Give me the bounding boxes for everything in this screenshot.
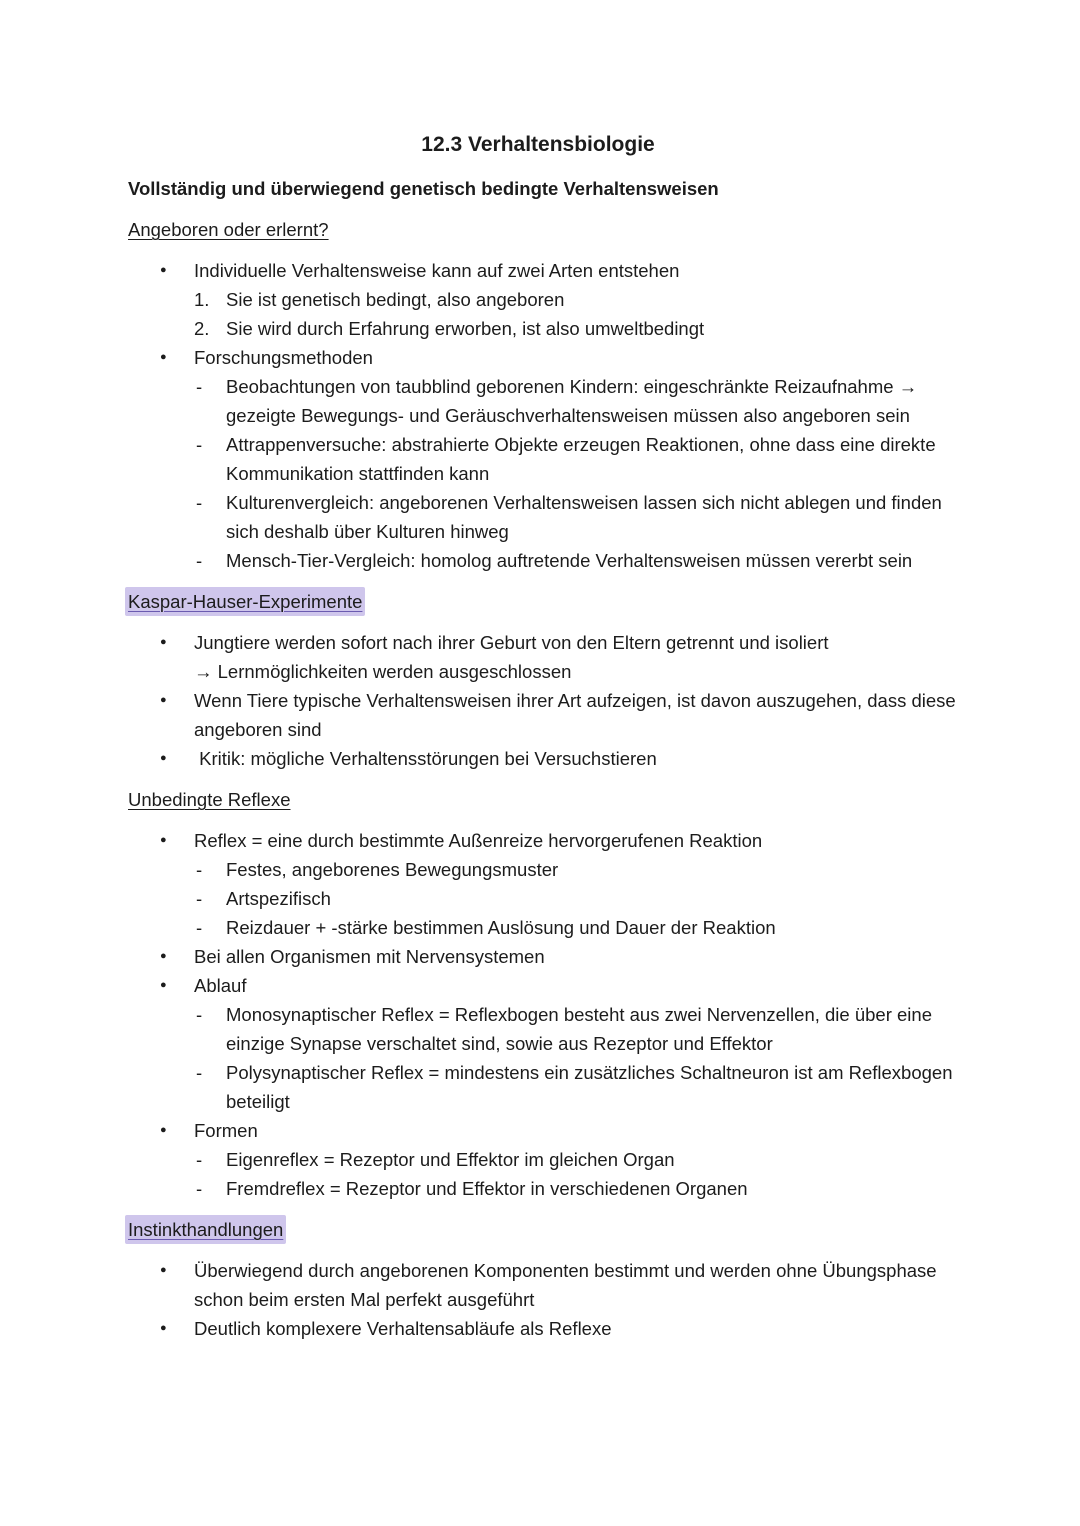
list-number: 2.	[194, 318, 210, 339]
list-item	[128, 256, 958, 343]
bullet-text: Reflex = eine durch bestimmte Außenreize hervorgerufenen Reaktion	[194, 830, 763, 851]
list-item: - Polysynaptischer Reflex = mindestens ein zusätzliches Schaltneuron ist am Reflexbogen beteiligt	[194, 1058, 958, 1116]
section-heading-kaspar-hauser: Kaspar-Hauser-Experimente	[125, 587, 365, 616]
section-heading-instinkthandlungen: Instinkthandlungen	[125, 1215, 286, 1244]
bullet-text: Jungtiere werden sofort nach ihrer Geburt von den Eltern getrennt und isoliert	[194, 632, 829, 653]
bullet-text: Individuelle Verhaltensweise kann auf zwei Arten entstehen	[194, 260, 680, 281]
list-item	[128, 1116, 958, 1203]
document-page	[128, 128, 958, 1343]
list-item: ● Kritik: mögliche Verhaltensstörungen bei Versuchstieren	[128, 744, 958, 773]
bullet-list	[128, 628, 958, 773]
dash-list	[194, 1000, 958, 1116]
numbered-list	[194, 285, 958, 343]
list-item: - Attrappenversuche: abstrahierte Objekte erzeugen Reaktionen, ohne dass eine direkte Kommunikation stattfinden kann	[194, 430, 958, 488]
list-item	[194, 314, 958, 343]
bullet-text: Forschungsmethoden	[194, 347, 373, 368]
list-item: - Artspezifisch	[194, 884, 958, 913]
bullet-list	[128, 826, 958, 1203]
list-item: ● Bei allen Organismen mit Nervensystemen	[128, 942, 958, 971]
dash-list	[194, 855, 958, 942]
list-item: ● Wenn Tiere typische Verhaltensweisen ihrer Art aufzeigen, ist davon auszugehen, dass diese angeboren sind	[128, 686, 958, 744]
list-item	[128, 343, 958, 575]
list-text: Sie wird durch Erfahrung erworben, ist also umweltbedingt	[226, 318, 705, 339]
bullet-list	[128, 1256, 958, 1343]
list-item	[128, 971, 958, 1116]
list-item: - Festes, angeborenes Bewegungsmuster	[194, 855, 958, 884]
page-title: 12.3 Verhaltensbiologie	[421, 133, 655, 156]
section-heading-angeboren: Angeboren oder erlernt?	[128, 219, 329, 240]
list-item: - Reizdauer + -stärke bestimmen Auslösung und Dauer der Reaktion	[194, 913, 958, 942]
list-item: - Beobachtungen von taubblind geborenen Kindern: eingeschränkte Reizaufnahme → gezeigte Bewegungs- und Geräuschverhaltensweisen müssen also angeboren sein	[194, 372, 958, 430]
list-item: - Kulturenvergleich: angeborenen Verhaltensweisen lassen sich nicht ablegen und finden sich deshalb über Kulturen hinweg	[194, 488, 958, 546]
list-item: ● Überwiegend durch angeborenen Komponenten bestimmt und werden ohne Übungsphase schon beim ersten Mal perfekt ausgeführt	[128, 1256, 958, 1314]
dash-list	[194, 372, 958, 575]
bullet-continuation: → Lernmöglichkeiten werden ausgeschlossen	[194, 661, 572, 682]
section-heading-reflexe: Unbedingte Reflexe	[128, 789, 291, 810]
list-number: 1.	[194, 289, 210, 310]
chapter-subtitle: Vollständig und überwiegend genetisch bedingte Verhaltensweisen	[128, 178, 719, 199]
bullet-text: Ablauf	[194, 975, 247, 996]
list-item	[128, 826, 958, 942]
list-text: Sie ist genetisch bedingt, also angeboren	[226, 289, 565, 310]
bullet-text: Formen	[194, 1120, 258, 1141]
list-item: - Mensch-Tier-Vergleich: homolog auftretende Verhaltensweisen müssen vererbt sein	[194, 546, 958, 575]
list-item: - Monosynaptischer Reflex = Reflexbogen besteht aus zwei Nervenzellen, die über eine einzige Synapse verschaltet sind, sowie aus Rezeptor und Effektor	[194, 1000, 958, 1058]
bullet-list	[128, 256, 958, 575]
list-item	[128, 628, 958, 686]
list-item: - Fremdreflex = Rezeptor und Effektor in verschiedenen Organen	[194, 1174, 958, 1203]
list-item: - Eigenreflex = Rezeptor und Effektor im gleichen Organ	[194, 1145, 958, 1174]
dash-list	[194, 1145, 958, 1203]
list-item	[194, 285, 958, 314]
list-item: ● Deutlich komplexere Verhaltensabläufe als Reflexe	[128, 1314, 958, 1343]
